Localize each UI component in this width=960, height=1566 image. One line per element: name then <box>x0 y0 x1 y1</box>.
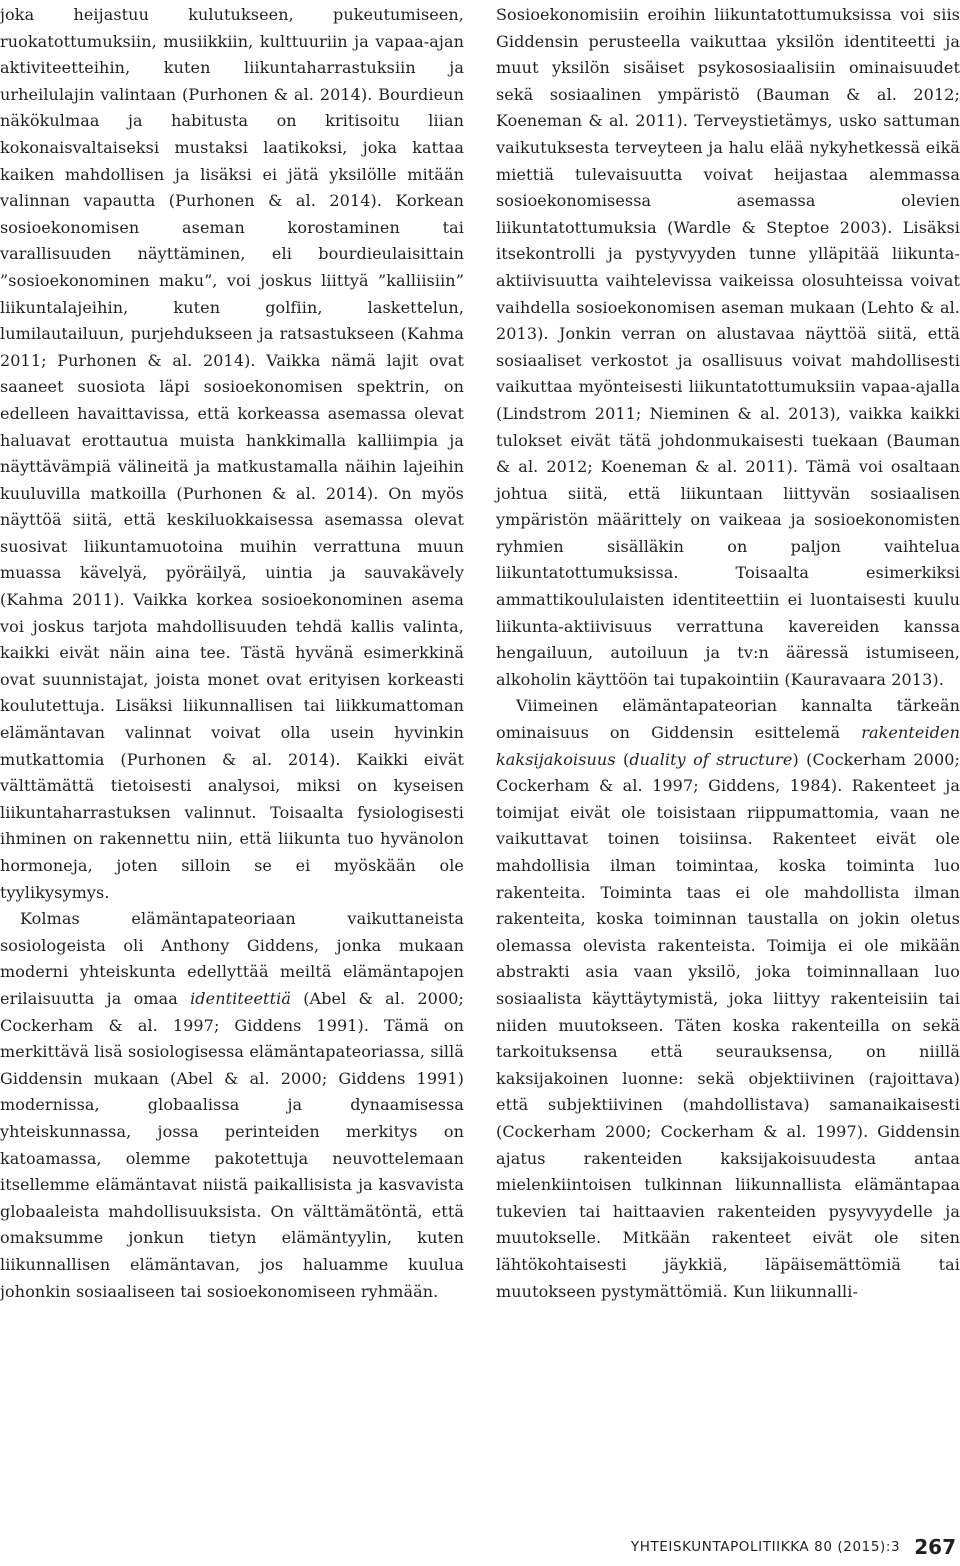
right-text-column <box>496 2 960 1305</box>
left-paragraph-2 <box>0 906 464 1305</box>
right-paragraph-2-text-start: Viimeinen elämäntapateorian kannalta tärkeän ominaisuus on Giddensin esittelemä <box>496 696 960 743</box>
left-paragraph-2-text-end: (Abel & al. 2000; Cockerham & al. 1997; Giddens 1991). Tämä on merkittävä lisä sosiologisessa elämäntapateoriassa, sillä Giddensin mukaan (Abel & al. 2000; Giddens 1991) modernissa, globaalissa ja dynaamisessa yhteiskunnassa, jossa perinteiden merkitys on katoamassa, olemme pakotettuja neuvottelemaan itsellemme elämäntavat niistä paikallisista ja kasvavista globaaleista mahdollisuuksista. On välttämätöntä, että omaksumme jonkun tietyn elämäntyylin, kuten liikunnallisen elämäntavan, jos haluamme kuulua johonkin sosiaaliseen tai sosioekonomiseen ryhmään. <box>0 988 464 1301</box>
page-number: 267 <box>914 1535 956 1559</box>
right-paragraph-2-text-mid: ( <box>615 749 630 769</box>
left-paragraph-1: joka heijastuu kulutukseen, pukeutumiseen, ruokatottumuksiin, musiikkiin, kulttuuriin ja vapaa-ajan aktiviteetteihin, kuten liikuntaharrastuksiin ja urheilulajin valintaan (Purhonen & al. 2014). Bourdieun näkökulmaa ja habitusta on kritisoitu liian kokonaisvaltaiseksi mustaksi laatikoksi, joka kattaa kaiken mahdollisen ja lisäksi ei jätä yksilölle mitään valinnan vapautta (Purhonen & al. 2014). Korkean sosioekonomisen aseman korostaminen tai varallisuuden näyttäminen, eli bourdieulaisittain ”sosioekonominen maku”, voi joskus liittyä ”kalliisiin” liikuntalajeihin, kuten golfiin, laskettelun, lumilautailuun, purjehdukseen ja ratsastukseen (Kahma 2011; Purhonen & al. 2014). Vaikka nämä lajit ovat saaneet suosiota läpi sosioekonomisen spektrin, on edelleen havaittavissa, että korkeassa asemassa olevat haluavat erottautua muista hankkimalla kalliimpia ja näyttävämpiä välineitä ja matkustamalla näihin lajeihin kuuluvilla matkoilla (Purhonen & al. 2014). On myös näyttöä siitä, että keskiluokkaisessa asemassa olevat suosivat liikuntamuotoina muihin verrattuna muun muassa kävelyä, pyöräilyä, uintia ja sauvakävely (Kahma 2011). Vaikka korkea sosioekonominen asema voi joskus tarjota mahdollisuuden tehdä kallis valinta, kaikki eivät näin aina tee. Tästä hyvänä esimerkkinä ovat suunnistajat, joista monet ovat erityisen korkeasti koulutettuja. Lisäksi liikunnallisen tai liikkumattoman elämäntavan valinnat voivat olla usein hyvinkin mutkattomia (Purhonen & al. 2014). Kaikki eivät välttämättä tietoisesti analysoi, miksi on kyseisen liikuntaharrastuksen valinnut. Toisaalta fysiologisesti ihminen on rakennettu niin, että liikunta tuo hyvänolon hormoneja, joten silloin se ei myöskään ole tyylikysymys. <box>0 5 464 902</box>
journal-citation: YHTEISKUNTAPOLITIIKKA 80 (2015):3 <box>630 1539 901 1555</box>
left-text-column <box>0 2 464 1305</box>
right-paragraph-1: Sosioekonomisiin eroihin liikuntatottumuksissa voi siis Giddensin perusteella vaikuttaa yksilön identiteetti ja muut yksilön sisäiset psykososiaalisiin ominaisuudet sekä sosiaalinen ympäristö (Bauman & al. 2012; Koeneman & al. 2011). Terveystietämys, usko sattuman vaikutuksesta terveyteen ja halu elää nykyhetkessä eikä miettiä tulevaisuutta voivat heijastaa alemmassa sosioekonomisessa asemassa olevien liikuntatottumuksia (Wardle & Steptoe 2003). Lisäksi itsekontrolli ja pystyvyyden tunne ylläpitää liikunta-aktiivisuutta vaihtelevissa vaikeissa olosuhteissa voivat vaihdella sosioekonomisen aseman mukaan (Lehto & al. 2013). Jonkin verran on alustavaa näyttöä siitä, että sosiaaliset verkostot ja osallisuus voivat mahdollisesti vaikuttaa myönteisesti liikuntatottumuksiin vapaa-ajalla (Lindstrom 2011; Nieminen & al. 2013), vaikka kaikki tulokset eivät tätä johdonmukaisesti tuekaan (Bauman & al. 2012; Koeneman & al. 2011). Tämä voi osaltaan johtua siitä, että liikuntaan liittyvän sosiaalisen ympäristön määrittely on vaikeaa ja sosioekonomisten ryhmien sisälläkin on paljon vaihtelua liikuntatottumuksissa. Toisaalta esimerkiksi ammattikoululaisten identiteettiin ei luontaisesti kuulu liikunta-aktiivisuus verrattuna kavereiden kanssa hengailuun, autoiluun ja tv:n ääressä istumiseen, alkoholin käyttöön tai tupakointiin (Kauravaara 2013). <box>496 5 960 689</box>
page-footer <box>0 1530 960 1564</box>
right-paragraph-2 <box>496 693 960 1305</box>
left-paragraph-2-emphasis: identiteettiä <box>190 988 291 1008</box>
right-paragraph-2-emphasis-1: rakenteiden kaksijakoisuus <box>496 723 960 769</box>
right-paragraph-2-emphasis-2: duality of structure <box>629 749 793 769</box>
left-paragraph-2-text-start: Kolmas elämäntapateoriaan vaikuttaneista sosiologeista oli Anthony Giddens, jonka mukaan moderni yhteiskunta edellyttää meiltä elämäntapojen erilaisuutta ja omaa <box>0 909 464 1008</box>
right-paragraph-2-text-end: ) (Cockerham 2000; Cockerham & al. 1997; Giddens, 1984). Rakenteet ja toimijat eivät ole toisistaan riippumattomia, vaan ne vaikuttavat toinen toisiinsa. Rakenteet eivät ole mahdollisia ilman toimintaa, koska toiminta luo rakenteita. Toiminta taas ei ole mahdollista ilman rakenteita, koska toiminnan taustalla on jokin oletus olemassa olevista rakenteista. Toimija ei ole mikään abstrakti asia vaan yksilö, joka toiminnallaan luo sosiaalista käyttäytymistä, joka liittyy rakenteisiin tai niiden muutokseen. Täten koska rakenteilla on sekä tarkoituksensa että seurauksensa, on niillä kaksijakoinen luonne: sekä objektiivinen (rajoittava) että subjektiivinen (mahdollistava) samanaikaisesti (Cockerham 2000; Cockerham & al. 1997). Giddensin ajatus rakenteiden kaksijakoisuudesta antaa mielenkiintoisen tulkinnan liikunnallista elämäntapaa tukevien tai haittaavien rakenteiden pysyvyydelle ja muutokselle. Mitkään rakenteet eivät ole siten lähtökohtaisesti jäykkiä, läpäisemättömiä tai muutokseen pystymättömiä. Kun liikunnalli- <box>496 749 960 1301</box>
